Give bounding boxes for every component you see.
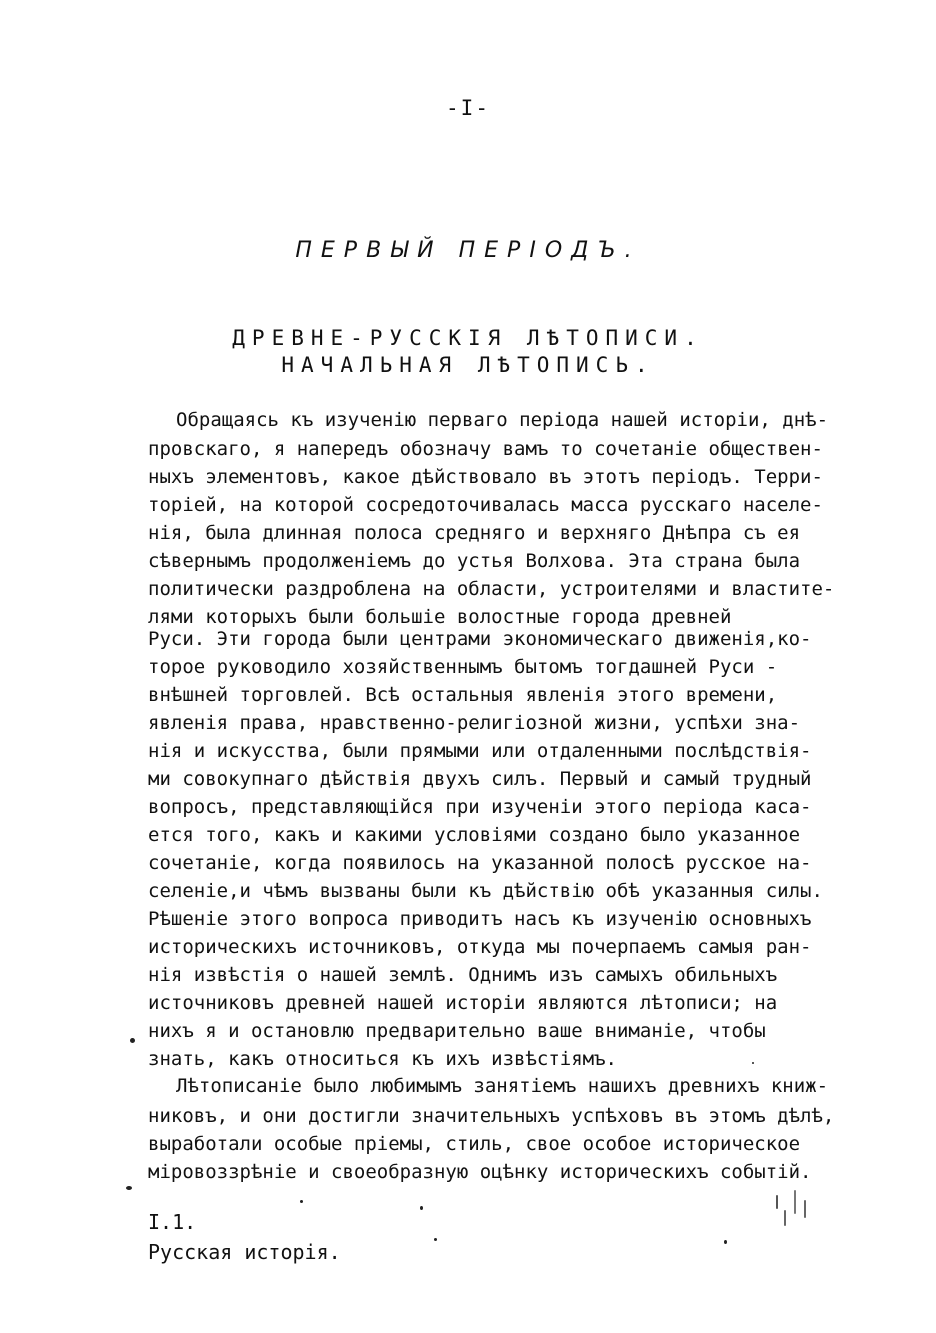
section-title-line-2: НАЧАЛЬНАЯ ЛѢТОПИСЬ. (281, 353, 655, 377)
text-line: Лѣтописаніе было любимымъ занятіемъ нашихъ древнихъ книж- (176, 1075, 829, 1097)
text-line: сѣвернымъ продолженіемъ до устья Волхова. Эта страна была (148, 550, 801, 572)
scan-speck (130, 1038, 135, 1043)
text-line: сочетаніе, когда появилось на указанной полосѣ русское на- (148, 852, 812, 874)
text-line: нихъ я и остановлю предварительно ваше вниманіе, чтобы (148, 1020, 766, 1042)
scan-speck (794, 1190, 796, 1214)
text-line: провскаго, я напередъ обозначу вамъ то сочетаніе обществен- (148, 438, 823, 460)
scan-speck (434, 1238, 437, 1241)
scan-speck (724, 1240, 727, 1244)
text-line: ми совокупнаго дѣйствія двухъ силъ. Первый и самый трудный (148, 768, 812, 790)
text-line: лями которыхъ были большіе волостные города древней (148, 606, 732, 628)
text-line: нія, была длинная полоса средняго и верхняго Днѣпра съ ея (148, 522, 801, 544)
footer-signature: I.1. (148, 1210, 197, 1234)
text-line: знать, какъ относиться къ ихъ извѣстіямъ. (148, 1048, 617, 1070)
text-line: вопросъ, представляющійся при изученіи этого періода каса- (148, 796, 812, 818)
scan-speck (804, 1200, 806, 1218)
text-line: нія извѣстія о нашей землѣ. Однимъ изъ самыхъ обильныхъ (148, 964, 778, 986)
scan-speck (752, 1062, 754, 1064)
text-line: историческихъ источниковъ, откуда мы почерпаемъ самыя ран- (148, 936, 812, 958)
section-title-line-1: ДРЕВНЕ-РУССКІЯ ЛѢТОПИСИ. (232, 326, 704, 350)
page-number: -I- (446, 96, 490, 120)
text-line: явленія права, нравственно-религіозной жизни, успѣхи зна- (148, 712, 801, 734)
text-line: торое руководило хозяйственнымъ бытомъ тогдашней Руси - (148, 656, 778, 678)
text-line: ется того, какъ и какими условіями создано было указанное (148, 824, 801, 846)
text-line: Рѣшеніе этого вопроса приводитъ насъ къ изученію основныхъ (148, 908, 812, 930)
text-line: Руси. Эти города были центрами экономическаго движенія,ко- (148, 628, 812, 650)
scan-speck (784, 1210, 786, 1226)
text-line: политически раздроблена на области, устроителями и властите- (148, 578, 835, 600)
text-line: ныхъ элементовъ, какое дѣйствовало въ этотъ періодъ. Терри- (148, 466, 823, 488)
text-line: торіей, на которой сосредоточивалась масса русскаго населе- (148, 494, 823, 516)
text-line: Обращаясь къ изученію перваго періода нашей исторіи, днѣ- (176, 409, 829, 431)
text-line: селеніе,и чѣмъ вызваны были къ дѣйствію обѣ указанныя силы. (148, 880, 823, 902)
scan-speck (126, 1186, 132, 1190)
footer-subject: Русская исторія. (148, 1240, 341, 1264)
text-line: выработали особые пріемы, стиль, свое особое историческое (148, 1133, 801, 1155)
period-title: ПЕРВЫЙ ПЕРІОДЪ. (295, 238, 641, 263)
text-line: внѣшней торговлей. Всѣ остальныя явленія этого времени, (148, 684, 778, 706)
text-line: нія и искусства, были прямыми или отдаленными послѣдствія- (148, 740, 812, 762)
scan-speck (300, 1200, 303, 1203)
text-line: никовъ, и они достигли значительныхъ успѣховъ въ этомъ дѣлѣ, (148, 1105, 835, 1127)
scan-speck (776, 1195, 778, 1209)
text-line: источниковъ древней нашей исторіи являются лѣтописи; на (148, 992, 778, 1014)
text-line: міровоззрѣніе и своеобразную оцѣнку историческихъ событій. (148, 1161, 812, 1183)
scan-speck (420, 1206, 423, 1210)
